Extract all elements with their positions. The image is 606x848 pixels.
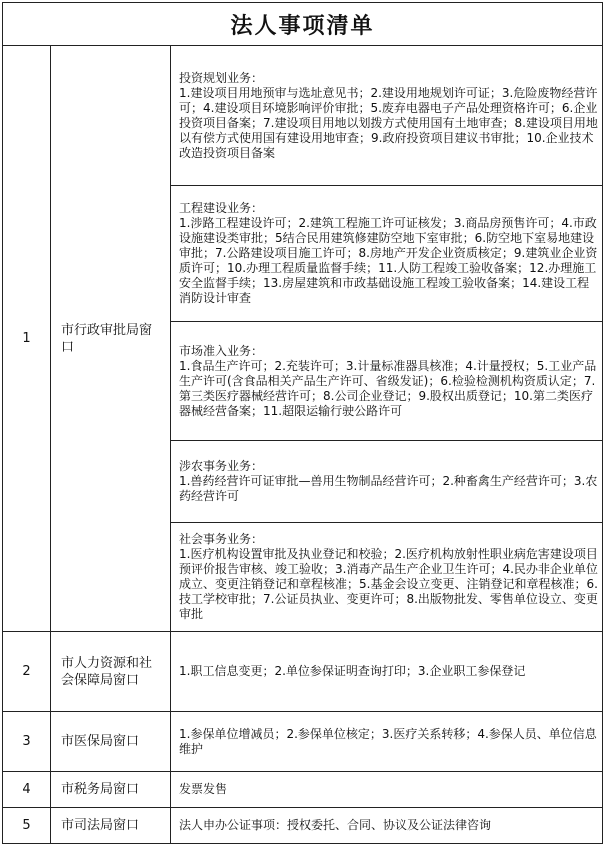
row-index: 2 (3, 632, 51, 712)
legal-entity-matters-table (2, 2, 603, 844)
section-heading: 投资规划业务： (179, 70, 264, 85)
row-index: 3 (3, 712, 51, 772)
section-agriculture (171, 441, 602, 523)
section-heading: 社会事务业务： (179, 532, 264, 546)
table-row (3, 772, 603, 808)
row-index: 1 (3, 46, 51, 632)
section-heading: 市场准入业务： (179, 343, 264, 358)
table-row (3, 46, 603, 632)
window-name: 市医保局窗口 (51, 712, 171, 772)
row-index: 5 (3, 808, 51, 844)
table-row (3, 632, 603, 712)
section-body: 1.医疗机构设置审批及执业登记和校验；2.医疗机构放射性职业病危害建设项目预评价报告审核、竣工验收；3.消毒产品生产企业卫生许可；4.民办非企业单位成立、变更注销登记和章程核准；5.基金会设立变更、注销登记和章程核准；6.技工学校审批；7.公证员执业、变更许可；8.出版物批发、零售单位设立、变更审批 (179, 547, 598, 621)
page-title: 法人事项清单 (3, 3, 603, 46)
detail-cell: 发票发售 (171, 772, 603, 808)
section-body: 1.兽药经营许可证审批—兽用生物制品经营许可；2.种畜禽生产经营许可；3.农药经营许可 (179, 474, 598, 503)
section-body: 1.食品生产许可；2.充装许可；3.计量标准器具核准；4.计量授权；5.工业产品生产许可(含食品相关产品生产许可、省级发证)；6.检验检测机构资质认定；7.第三类医疗器械经营许可；8.公司企业登记；9.股权出质登记；10.第二类医疗器械经营备案；11.超限运输行驶公路许可 (179, 358, 597, 418)
detail-cell: 1.参保单位增减员；2.参保单位核定；3.医疗关系转移；4.参保人员、单位信息维护 (171, 712, 603, 772)
detail-cell: 法人申办公证事项：授权委托、合同、协议及公证法律咨询 (171, 808, 603, 844)
window-name: 市司法局窗口 (51, 808, 171, 844)
row-index: 4 (3, 772, 51, 808)
section-body: 1.建设项目用地预审与选址意见书；2.建设用地规划许可证；3.危险废物经营许可；4.建设项目环境影响评价审批；5.废弃电器电子产品处理资格许可；6.企业投资项目备案；7.建设项目用地以划拨方式使用国有土地审查；8.建设项目用地以有偿方式使用国有建设用地审查；9.政府投资项目建议书审批；10.企业技术改造投资项目备案 (179, 85, 598, 160)
table-row (3, 808, 603, 844)
window-name: 市行政审批局窗口 (51, 46, 171, 632)
section-investment-planning (171, 46, 602, 186)
detail-cell: 1.职工信息变更；2.单位参保证明查询打印；3.企业职工参保登记 (171, 632, 603, 712)
section-engineering-construction (171, 186, 602, 322)
section-heading: 涉农事务业务： (179, 459, 264, 473)
detail-cell (171, 46, 603, 632)
section-social-affairs (171, 523, 602, 631)
table-row (3, 712, 603, 772)
section-body: 1.涉路工程建设许可；2.建筑工程施工许可证核发；3.商品房预售许可；4.市政设施建设类审批；5结合民用建筑修建防空地下室审批；6.防空地下室易地建设审批；7.公路建设项目施工许可；8.房地产开发企业资质核定；9.建筑业企业资质许可；10.办理工程质量监督手续；11.人防工程竣工验收备案；12.办理施工安全监督手续；13.房屋建筑和市政基础设施工程竣工验收备案；14.建设工程消防设计审查 (179, 216, 598, 305)
section-heading: 工程建设业务： (179, 201, 264, 215)
window-name: 市税务局窗口 (51, 772, 171, 808)
window-name: 市人力资源和社会保障局窗口 (51, 632, 171, 712)
section-market-access (171, 322, 602, 441)
